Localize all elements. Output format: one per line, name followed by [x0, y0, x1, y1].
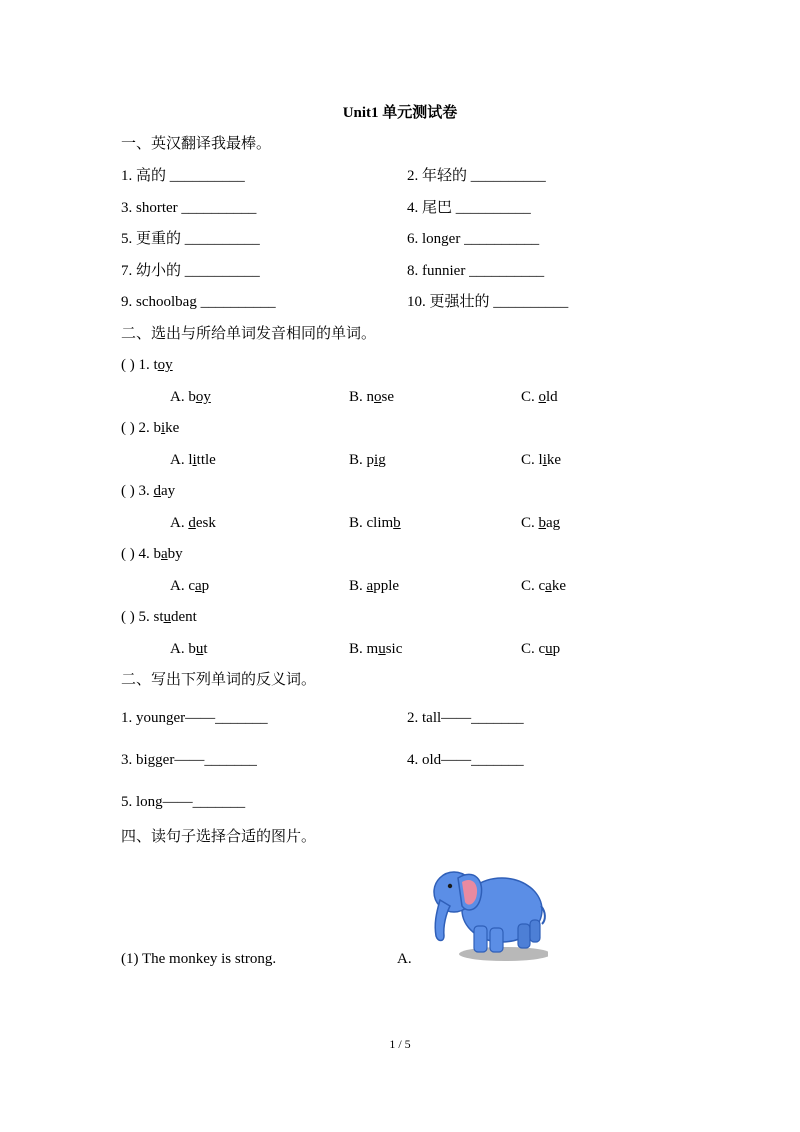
option-b: B. apple — [349, 578, 400, 594]
option-a: A. but — [170, 641, 208, 657]
question-stem: ( ) 2. bike — [121, 420, 180, 436]
s1-item: 5. 更重的 __________ — [121, 231, 260, 247]
s1-item: 4. 尾巴 __________ — [407, 200, 531, 216]
shadow — [459, 947, 548, 961]
option-b: B. music — [349, 641, 403, 657]
page-title: Unit1 单元测试卷 — [342, 105, 458, 121]
question-stem: ( ) 1. toy — [121, 357, 173, 373]
s1-item: 9. schoolbag __________ — [121, 294, 276, 310]
question-stem: ( ) 4. baby — [121, 546, 183, 562]
option-a: A. little — [170, 452, 216, 468]
section-3-heading: 二、写出下列单词的反义词。 — [121, 672, 317, 688]
option-c: C. bag — [521, 515, 561, 531]
s3-item: 4. old——_______ — [407, 752, 524, 768]
option-c: C. like — [521, 452, 562, 468]
s3-item: 5. long——_______ — [121, 794, 246, 810]
s1-item: 8. funnier __________ — [407, 263, 545, 279]
s1-item: 7. 幼小的 __________ — [121, 263, 260, 279]
s1-item: 2. 年轻的 __________ — [407, 168, 546, 184]
elephant-picture — [430, 862, 548, 966]
option-a: A. boy — [170, 389, 211, 405]
option-b: B. pig — [349, 452, 386, 468]
option-a: A. desk — [170, 515, 216, 531]
s3-item: 2. tall——_______ — [407, 710, 524, 726]
page-number: 1 / 5 — [389, 1037, 411, 1051]
section-2-heading: 二、选出与所给单词发音相同的单词。 — [121, 326, 377, 342]
option-b: B. climb — [349, 515, 401, 531]
question-stem: ( ) 3. day — [121, 483, 176, 499]
section-1-heading: 一、英汉翻译我最棒。 — [121, 136, 272, 152]
picture-sentence: (1) The monkey is strong. — [121, 951, 277, 967]
section-4-heading: 四、读句子选择合适的图片。 — [121, 829, 317, 845]
s1-item: 6. longer __________ — [407, 231, 540, 247]
s1-item: 1. 高的 __________ — [121, 168, 245, 184]
option-c: C. cup — [521, 641, 561, 657]
picture-option-label: A. — [397, 951, 412, 967]
s3-item: 1. younger——_______ — [121, 710, 268, 726]
s3-item: 3. bigger——_______ — [121, 752, 257, 768]
question-stem: ( ) 5. student — [121, 609, 197, 625]
s1-item: 10. 更强壮的 __________ — [407, 294, 569, 310]
option-a: A. cap — [170, 578, 210, 594]
s1-item: 3. shorter __________ — [121, 200, 257, 216]
option-c: C. cake — [521, 578, 567, 594]
option-c: C. old — [521, 389, 558, 405]
option-b: B. nose — [349, 389, 395, 405]
